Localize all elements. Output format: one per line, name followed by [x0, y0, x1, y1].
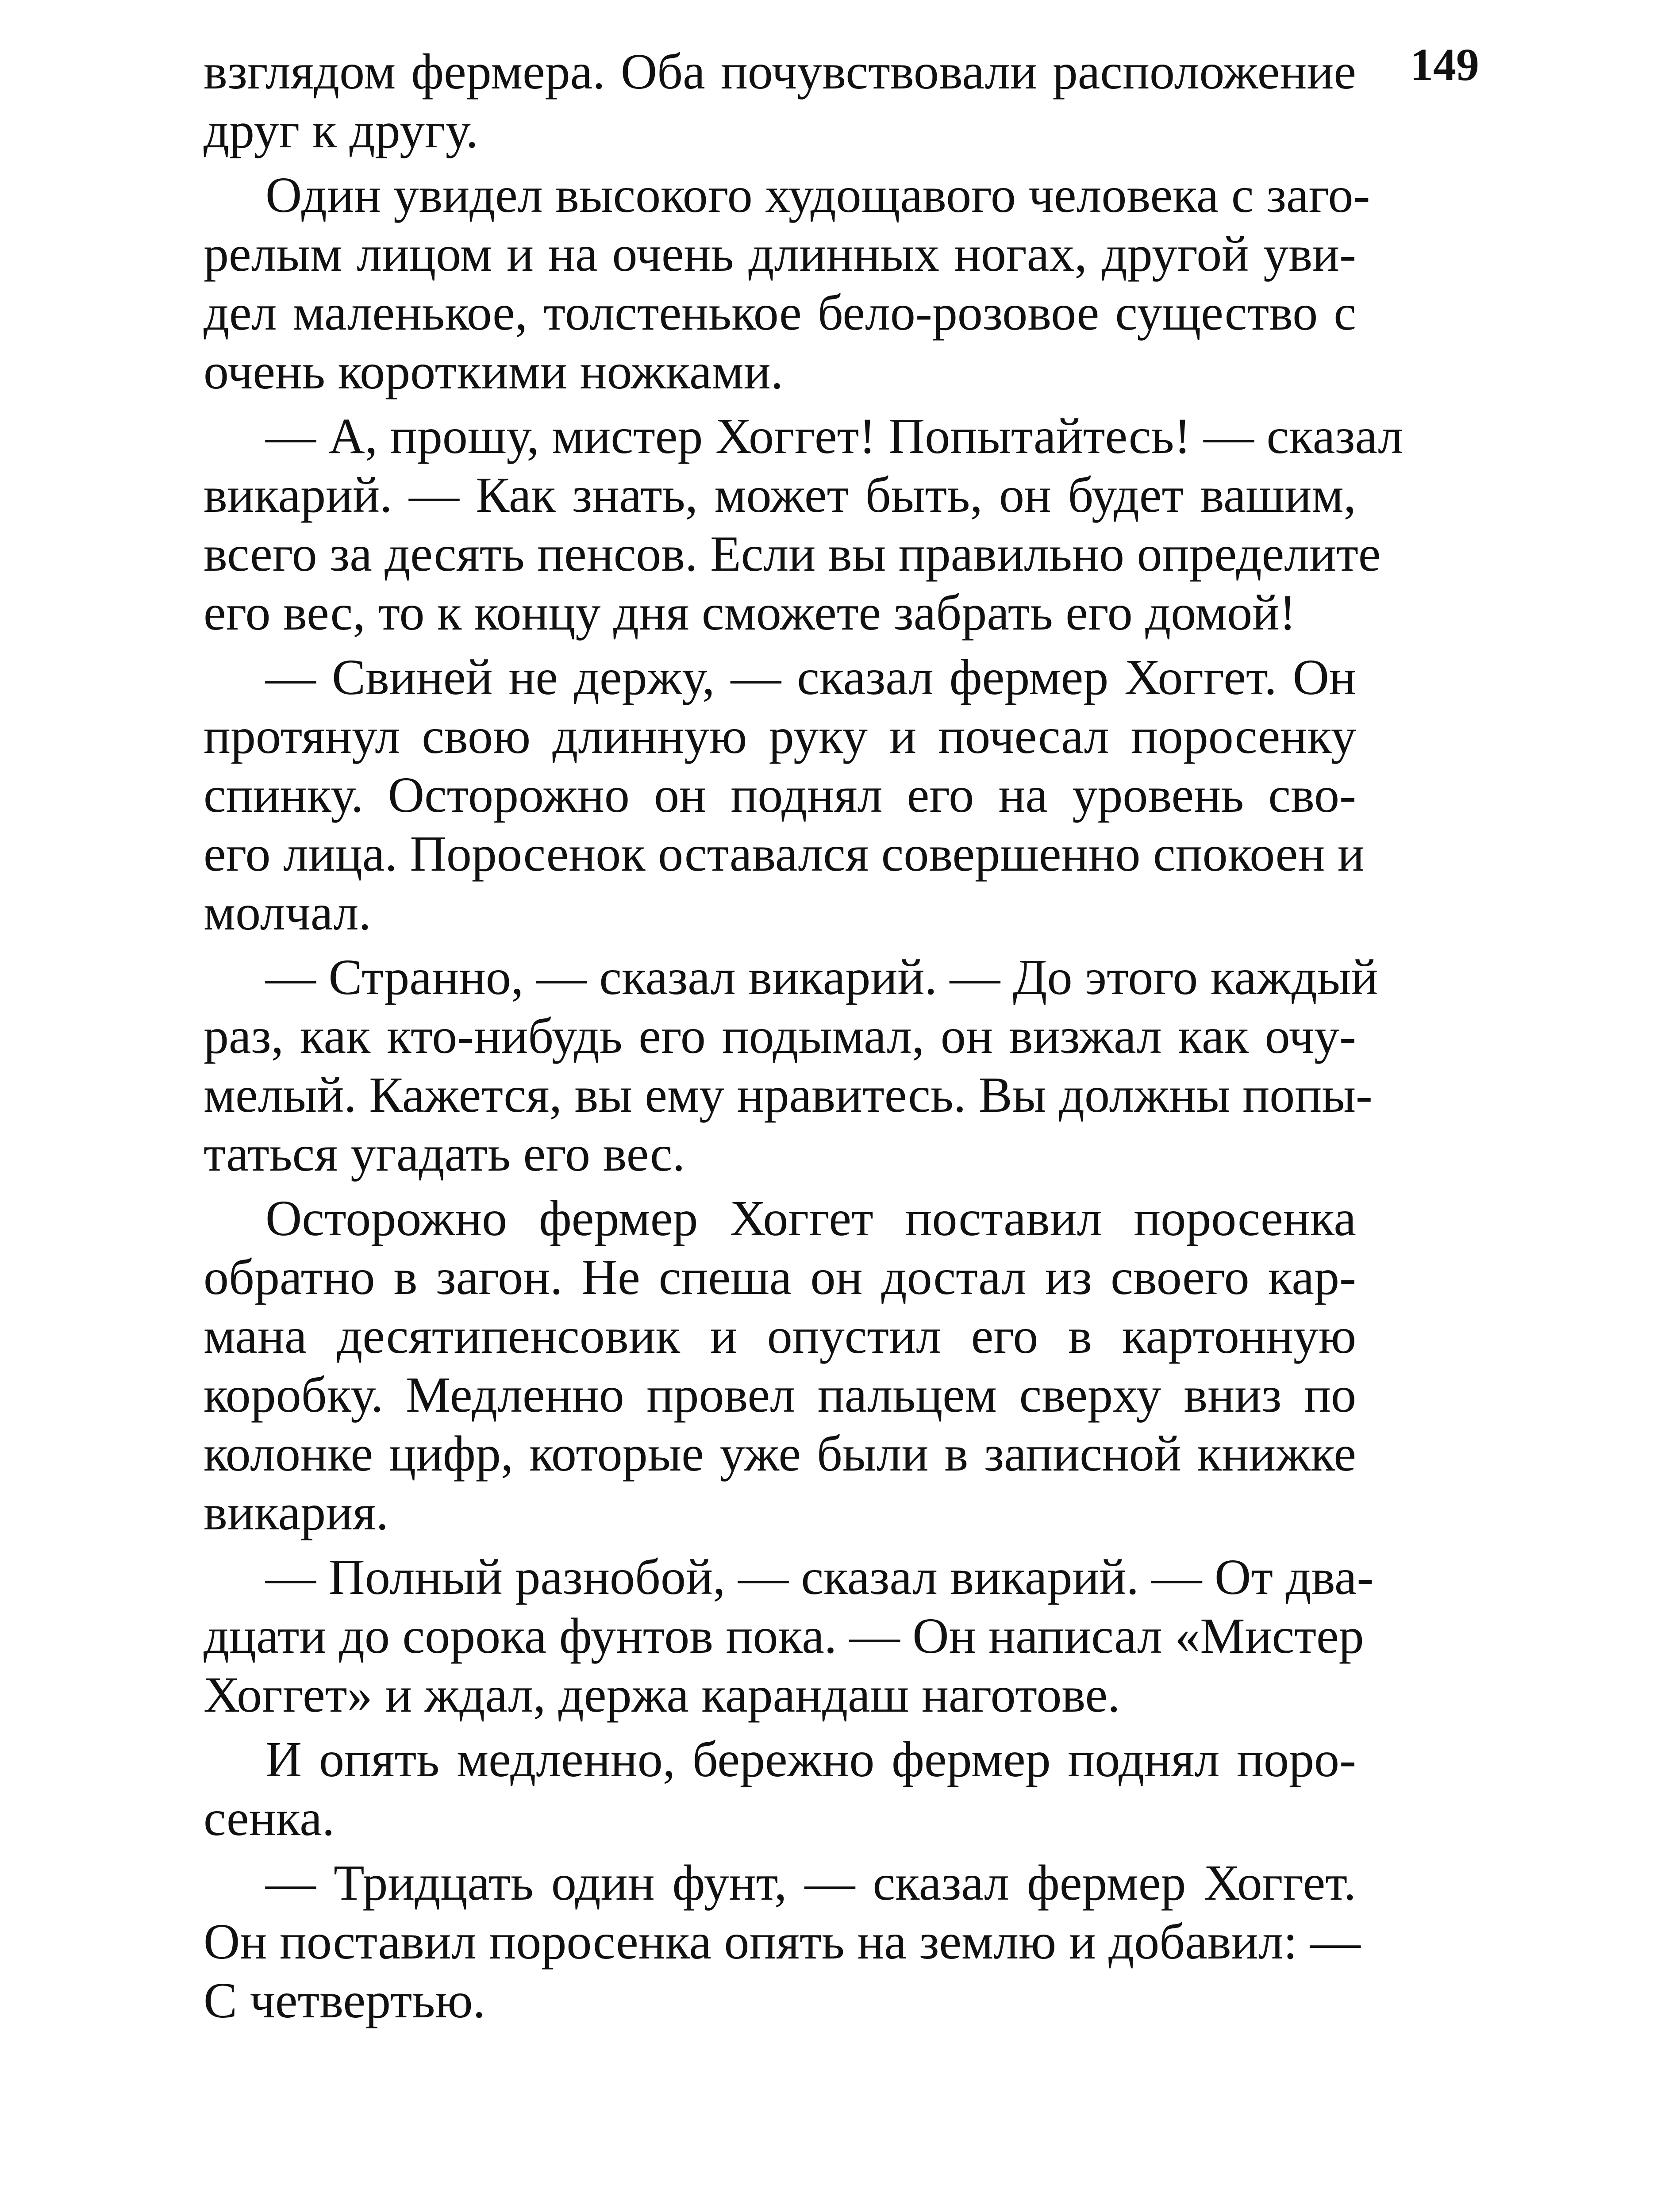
text-line: молчал.: [204, 884, 371, 941]
text-line: — Тридцать один фунт, — сказал фермер Хоггет.: [265, 1855, 1356, 1911]
text-line: его вес, то к концу дня сможете забрать его домой!: [204, 584, 1296, 641]
paragraph: [204, 165, 1370, 401]
text-line: — Странно, — сказал викарий. — До этого каждый: [265, 949, 1378, 1005]
text-line: спинку. Осторожно он поднял его на уровень сво-: [204, 767, 1356, 823]
text-line: мелый. Кажется, вы ему нравитесь. Вы должны попы-: [204, 1067, 1373, 1123]
text-line: друг к другу.: [204, 102, 478, 158]
text-line: Один увидел высокого худощавого человека с заго-: [265, 167, 1370, 223]
text-line: И опять медленно, бережно фермер поднял поро-: [265, 1731, 1356, 1787]
text-line: — Полный разнобой, — сказал викарий. — От два-: [265, 1549, 1374, 1605]
text-line: Осторожно фермер Хоггет поставил поросенка: [265, 1190, 1356, 1246]
text-line: дел маленькое, толстенькое бело-розовое существо с: [204, 284, 1356, 341]
text-line: протянул свою длинную руку и почесал поросенку: [204, 708, 1356, 764]
text-line: Он поставил поросенка опять на землю и добавил: —: [204, 1913, 1361, 1970]
paragraph: [204, 1189, 1356, 1542]
paragraph: [204, 1548, 1374, 1724]
paragraph: [204, 42, 1356, 160]
text-line: раз, как кто-нибудь его подымал, он визжал как очу-: [204, 1008, 1356, 1064]
text-line: всего за десять пенсов. Если вы правильно определите: [204, 526, 1381, 582]
paragraph: [204, 1730, 1356, 1847]
text-line: — Свиней не держу, — сказал фермер Хоггет. Он: [265, 649, 1356, 705]
paragraph: [204, 1853, 1361, 2030]
paragraph: [204, 407, 1403, 642]
text-line: коробку. Медленно провел пальцем сверху вниз по: [204, 1367, 1356, 1423]
text-line: С четвертью.: [204, 1972, 486, 2028]
page-number: 149: [1410, 39, 1479, 90]
text-line: викарий. — Как знать, может быть, он будет вашим,: [204, 467, 1356, 523]
text-line: мана десятипенсовик и опустил его в картонную: [204, 1308, 1356, 1364]
text-line: сенка.: [204, 1790, 335, 1846]
text-line: — А, прошу, мистер Хоггет! Попытайтесь! — сказал: [265, 408, 1403, 464]
text-column: [204, 42, 1403, 2035]
text-line: его лица. Поросенок оставался совершенно спокоен и: [204, 826, 1365, 882]
text-line: Хоггет» и ждал, держа карандаш наготове.: [204, 1667, 1120, 1723]
text-line: дцати до сорока фунтов пока. — Он написал «Мистер: [204, 1608, 1364, 1664]
text-line: очень короткими ножками.: [204, 343, 784, 399]
text-line: релым лицом и на очень длинных ногах, другой уви-: [204, 226, 1356, 282]
text-line: колонке цифр, которые уже были в записной книжке: [204, 1425, 1356, 1482]
paragraph: [204, 648, 1365, 942]
text-line: взглядом фермера. Оба почувствовали расположение: [204, 43, 1356, 100]
text-line: викария.: [204, 1484, 389, 1540]
text-line: таться угадать его вес.: [204, 1125, 685, 1182]
text-line: обратно в загон. Не спеша он достал из своего кар-: [204, 1249, 1356, 1305]
paragraph: [204, 948, 1378, 1183]
